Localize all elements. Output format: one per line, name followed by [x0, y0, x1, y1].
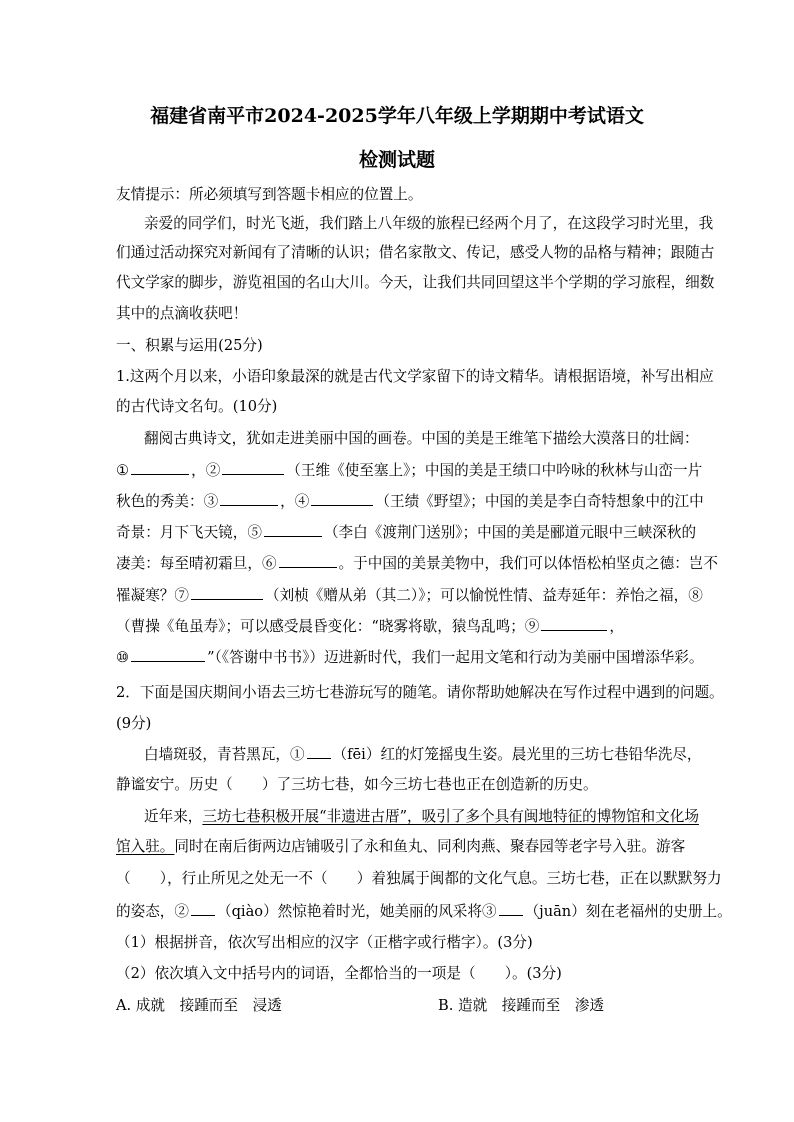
intro-line: 代文学家的脚步，游览祖国的名山大川。今天，让我们共同回望这半个学期的学习旅程，细数 — [116, 274, 715, 291]
q2-passage-line: （ ），行止所见之处无一不（ ）着独属于闽都的文化气息。三坊七巷，正在以默默努力 — [116, 870, 722, 887]
pinyin-blank-2[interactable] — [191, 900, 215, 916]
pinyin-blank-3[interactable] — [499, 900, 523, 916]
q1-passage-line: 罹凝寒？⑦ （刘桢《赠从弟（其二）》；可以愉悦性情、益寿延年：养怡之福，⑧ — [116, 584, 696, 607]
blank-marker: ① — [116, 462, 130, 479]
exam-title-line2: 检测试题 — [358, 149, 435, 171]
q1-passage-line: 凄美：每至晴初霜旦，⑥ 。于中国的美景美物中，我们可以体悟松柏坚贞之德：岂不 — [116, 552, 696, 575]
q1-passage-line: 奇景：月下飞天镜，⑤ （李白《渡荆门送别》；中国的美是郦道元眼中三峡深秋的 — [116, 521, 696, 544]
option-a[interactable]: A. 成就 接踵而至 浸透 — [116, 997, 282, 1014]
underlined-sentence: 馆入驻。 — [116, 838, 175, 855]
answer-blank-5[interactable] — [264, 521, 322, 537]
q2-passage-line: 近年来，三坊七巷积极开展“非遗进古厝”，吸引了多个具有闽地特征的博物馆和文化场 — [144, 808, 699, 825]
q1-stem: 1.这两个月以来，小语印象最深的就是古代文学家留下的诗文精华。请根据语境，补写出相应 — [116, 368, 714, 385]
q1-passage: 翻阅古典诗文，犹如走进美丽中国的画卷。中国的美是王维笔下描绘大漠落日的壮阔： — [144, 430, 699, 447]
answer-blank-6[interactable] — [279, 552, 337, 568]
q2-subquestion: （2）依次填入文中括号内的词语，全都恰当的一项是（ ）。(3分) — [116, 965, 562, 982]
answer-blank-4[interactable] — [311, 490, 373, 506]
q2-stem: (9分) — [116, 715, 152, 732]
q2-passage-line: 馆入驻。同时在南后街两边店铺吸引了永和鱼丸、同利肉燕、聚春园等老字号入驻。游客 — [116, 838, 686, 855]
intro-line: 亲爱的同学们，时光飞逝，我们踏上八年级的旅程已经两个月了，在这段学习时光里，我 — [144, 215, 714, 232]
answer-blank-9[interactable] — [541, 615, 607, 631]
q1-passage-line: 秋色的秀美：③ ，④ （王绩《野望》；中国的美是李白奇特想象中的江中 — [116, 490, 696, 513]
intro-line: 们通过活动探究对新闻有了清晰的认识；借名家散文、传记，感受人物的品格与精神；跟随古 — [116, 244, 715, 261]
section-heading: 一、积累与运用(25分) — [116, 337, 263, 354]
exam-title: 福建省南平市2024-2025学年八年级上学期期中考试语文 — [150, 105, 644, 127]
q2-subquestion: （1）根据拼音，依次写出相应的汉字（正楷字或行楷字）。(3分) — [116, 934, 533, 951]
tip-text: 友情提示：所必须填写到答题卡相应的位置上。 — [116, 186, 423, 203]
blank-marker: ，② — [191, 462, 221, 479]
pinyin-blank-1[interactable] — [307, 743, 331, 759]
q2-passage-line: 白墙斑驳，青苔黑瓦，① （fēi）红的灯笼摇曳生姿。晨光里的三坊七巷铅华洗尽， — [144, 743, 696, 766]
q2-passage-line: 的姿态，② （qiào）然惊艳着时光，她美丽的风采将③ （juān）刻在老福州的史册上。 — [116, 900, 696, 923]
answer-blank-3[interactable] — [220, 490, 278, 506]
q1-passage-line: ⑩ ”（《答谢中书书》）迈进新时代，我们一起用文笔和行动为美丽中国增添华彩。 — [116, 646, 696, 669]
answer-blank-7[interactable] — [191, 584, 263, 600]
answer-blank-2[interactable] — [222, 459, 284, 475]
option-b[interactable]: B. 造就 接踵而至 渗透 — [438, 997, 604, 1014]
q1-passage-line: （曹操《龟虽寿》；可以感受晨昏变化：“晓雾将歇，猿鸟乱鸣；⑨ ， — [116, 615, 696, 638]
underlined-sentence: 三坊七巷积极开展“非遗进古厝”，吸引了多个具有闽地特征的博物馆和文化场 — [202, 808, 699, 825]
answer-blank-10[interactable] — [131, 646, 205, 662]
q2-stem: 2．下面是国庆期间小语去三坊七巷游玩写的随笔。请你帮助她解决在写作过程中遇到的问题。 — [116, 684, 724, 701]
intro-line: 其中的点滴收获吧！ — [116, 305, 248, 322]
answer-blank-1[interactable] — [131, 459, 189, 475]
q2-passage-line: 静谧安宁。历史（ ）了三坊七巷，如今三坊七巷也正在创造新的历史。 — [116, 776, 598, 793]
q1-stem: 的古代诗文名句。(10分) — [116, 398, 278, 415]
q1-passage-line: ① ，② （王维《使至塞上》；中国的美是王绩口中吟咏的秋林与山峦一片 — [116, 459, 696, 482]
